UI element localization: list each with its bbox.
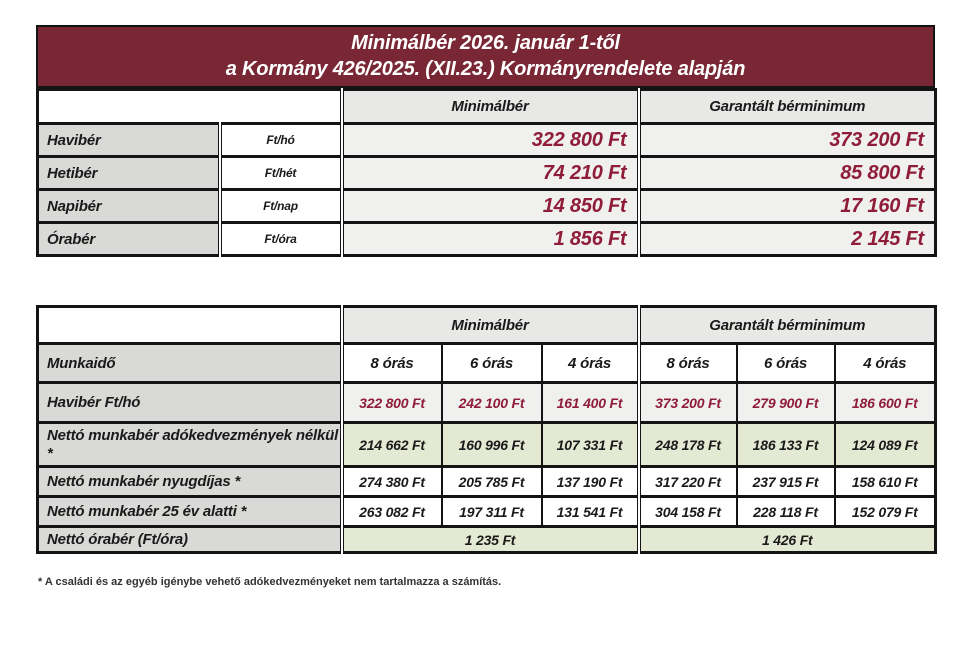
worktime-label: Munkaidő xyxy=(38,344,342,383)
net-wage-table xyxy=(36,305,937,554)
unit-cell: Ft/óra xyxy=(220,223,342,256)
value-cell: 186 600 Ft xyxy=(835,383,936,423)
minimalber-value: 322 800 Ft xyxy=(342,124,639,157)
value-cell: 186 133 Ft xyxy=(737,423,835,467)
table-row-net-pensioner xyxy=(38,467,936,497)
column-header-minimalber: Minimálbér xyxy=(342,90,639,124)
value-cell: 274 380 Ft xyxy=(342,467,442,497)
hours-header: 6 órás xyxy=(442,344,542,383)
group-header-garantalt: Garantált bérminimum xyxy=(639,307,936,344)
garantalt-value: 2 145 Ft xyxy=(639,223,936,256)
group-header-row xyxy=(38,307,936,344)
value-cell: 322 800 Ft xyxy=(342,383,442,423)
value-cell: 304 158 Ft xyxy=(639,497,737,527)
minimalber-value: 14 850 Ft xyxy=(342,190,639,223)
hours-header: 8 órás xyxy=(342,344,442,383)
hourly-net-minimalber: 1 235 Ft xyxy=(342,527,639,553)
hours-header: 6 órás xyxy=(737,344,835,383)
value-cell: 373 200 Ft xyxy=(639,383,737,423)
hours-header: 4 órás xyxy=(835,344,936,383)
value-cell: 152 079 Ft xyxy=(835,497,936,527)
table-row-net-no-discount xyxy=(38,423,936,467)
garantalt-value: 373 200 Ft xyxy=(639,124,936,157)
worktime-header-row xyxy=(38,344,936,383)
value-cell: 158 610 Ft xyxy=(835,467,936,497)
column-header-garantalt: Garantált bérminimum xyxy=(639,90,936,124)
empty-corner-cell xyxy=(38,307,342,344)
value-cell: 160 996 Ft xyxy=(442,423,542,467)
title-banner xyxy=(36,25,935,88)
table-header-row xyxy=(38,90,936,124)
row-label: Havibér xyxy=(38,124,220,157)
hours-header: 4 órás xyxy=(542,344,639,383)
value-cell: 107 331 Ft xyxy=(542,423,639,467)
value-cell: 263 082 Ft xyxy=(342,497,442,527)
row-label: Nettó munkabér adókedvezmények nélkül * xyxy=(38,423,342,467)
unit-cell: Ft/hó xyxy=(220,124,342,157)
value-cell: 137 190 Ft xyxy=(542,467,639,497)
unit-cell: Ft/hét xyxy=(220,157,342,190)
value-cell: 279 900 Ft xyxy=(737,383,835,423)
row-label: Nettó munkabér nyugdíjas * xyxy=(38,467,342,497)
empty-corner-cell xyxy=(38,90,342,124)
group-header-minimalber: Minimálbér xyxy=(342,307,639,344)
value-cell: 228 118 Ft xyxy=(737,497,835,527)
value-cell: 131 541 Ft xyxy=(542,497,639,527)
garantalt-value: 17 160 Ft xyxy=(639,190,936,223)
value-cell: 214 662 Ft xyxy=(342,423,442,467)
title-line-1: Minimálbér 2026. január 1-től xyxy=(351,32,620,54)
table-row xyxy=(38,190,936,223)
table-row xyxy=(38,157,936,190)
minimalber-value: 1 856 Ft xyxy=(342,223,639,256)
value-cell: 197 311 Ft xyxy=(442,497,542,527)
table-row xyxy=(38,223,936,256)
value-cell: 248 178 Ft xyxy=(639,423,737,467)
value-cell: 161 400 Ft xyxy=(542,383,639,423)
value-cell: 205 785 Ft xyxy=(442,467,542,497)
minimalber-value: 74 210 Ft xyxy=(342,157,639,190)
garantalt-value: 85 800 Ft xyxy=(639,157,936,190)
row-label: Órabér xyxy=(38,223,220,256)
table-row-gross-monthly xyxy=(38,383,936,423)
title-line-2: a Kormány 426/2025. (XII.23.) Kormányrendelete alapján xyxy=(225,58,746,80)
table-row xyxy=(38,124,936,157)
row-label: Hetibér xyxy=(38,157,220,190)
unit-cell: Ft/nap xyxy=(220,190,342,223)
row-label: Napibér xyxy=(38,190,220,223)
value-cell: 124 089 Ft xyxy=(835,423,936,467)
gross-wage-table xyxy=(36,88,937,257)
value-cell: 317 220 Ft xyxy=(639,467,737,497)
footnote: * A családi és az egyéb igénybe vehető adókedvezményeket nem tartalmazza a számítás. xyxy=(38,576,502,588)
table-row-net-under-25 xyxy=(38,497,936,527)
hours-header: 8 órás xyxy=(639,344,737,383)
row-label: Havibér Ft/hó xyxy=(38,383,342,423)
hourly-net-garantalt: 1 426 Ft xyxy=(639,527,936,553)
row-label: Nettó munkabér 25 év alatti * xyxy=(38,497,342,527)
value-cell: 237 915 Ft xyxy=(737,467,835,497)
row-label: Nettó órabér (Ft/óra) xyxy=(38,527,342,553)
table-row-net-hourly xyxy=(38,527,936,553)
value-cell: 242 100 Ft xyxy=(442,383,542,423)
